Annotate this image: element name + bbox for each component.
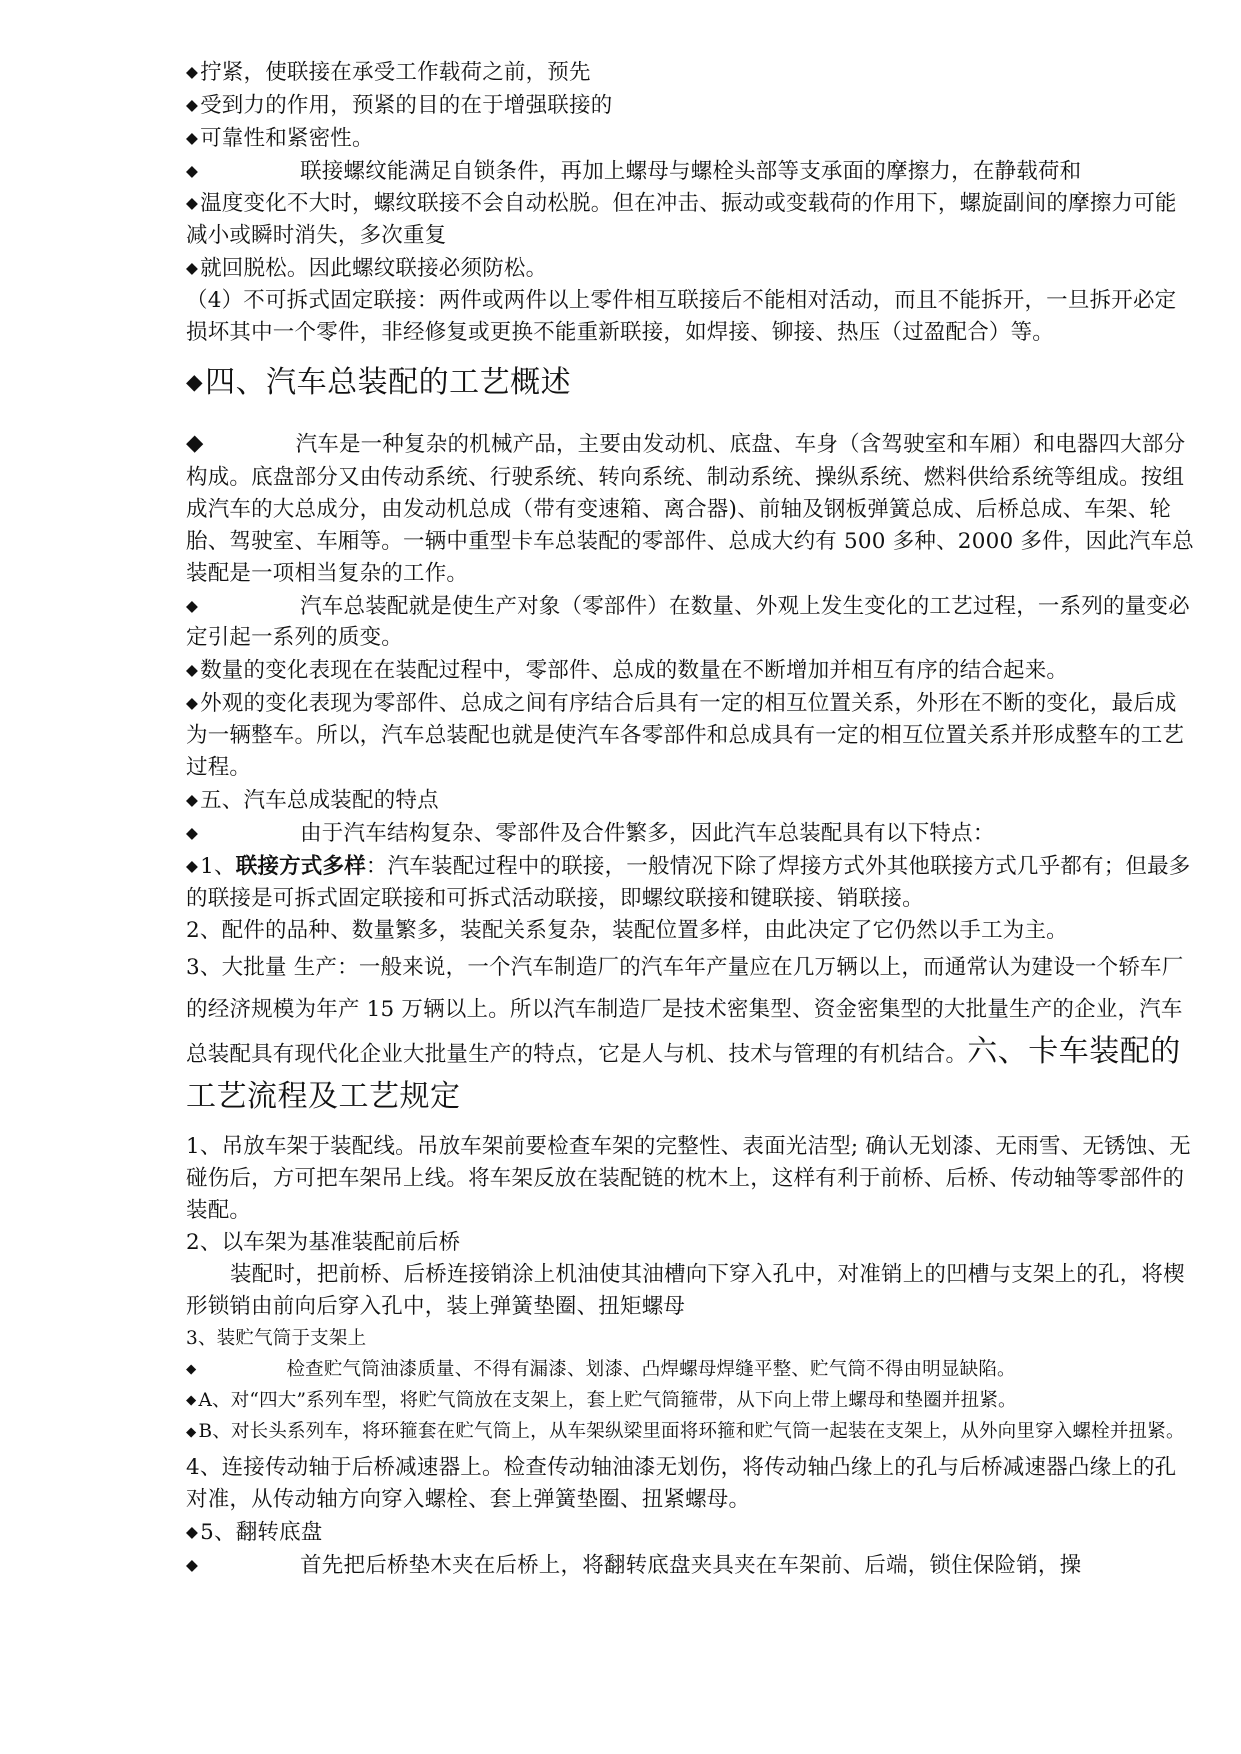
paragraph: 2、以车架为基准装配前后桥	[186, 1229, 461, 1255]
paragraph: ◆五、汽车总成装配的特点	[186, 784, 1197, 817]
paragraph: ◆ A、对“四大”系列车型，将贮气筒放在支架上，套上贮气筒箍带，从下向上带上螺母和垫圈并扭紧。	[186, 1385, 1197, 1416]
diamond-bullet-icon: ◆	[186, 596, 199, 615]
paragraph: ◆ 汽车总装配就是使生产对象（零部件）在数量、外观上发生变化的工艺过程，一系列的量变必定引起一系列的质变。	[186, 590, 1197, 655]
diamond-bullet-icon: ◆	[186, 1393, 197, 1409]
diamond-bullet-icon: ◆	[186, 694, 199, 713]
paragraph: ◆可靠性和紧密性。	[186, 122, 1197, 155]
paragraph: 1、吊放车架于装配线。吊放车架前要检查车架的完整性、表面光洁型; 确认无划漆、无雨雪、无锈蚀、无碰伤后，方可把车架吊上线。将车架反放在装配链的枕木上，这样有利于前桥、后桥、传动轴等零部件的装配。	[186, 1133, 1191, 1223]
paragraph: ◆ B、对长头系列车，将环箍套在贮气筒上，从车架纵梁里面将环箍和贮气筒一起装在支架上，从外向里穿入螺栓并扭紧。	[186, 1416, 1197, 1447]
paragraph: ◆ 首先把后桥垫木夹在后桥上，将翻转底盘夹具夹在车架前、后端，锁住保险销，操	[186, 1549, 1197, 1582]
diamond-bullet-icon: ◆	[186, 63, 199, 81]
diamond-bullet-icon: ◆	[186, 856, 199, 875]
diamond-bullet-icon: ◆	[186, 370, 204, 396]
paragraph: ◆ 由于汽车结构复杂、零部件及合件繁多，因此汽车总装配具有以下特点：	[186, 817, 1197, 850]
paragraph: ◆就回脱松。因此螺纹联接必须防松。	[186, 252, 1197, 285]
paragraph: ◆ 检查贮气筒油漆质量、不得有漏漆、划漆、凸焊螺母焊缝平整、贮气筒不得由明显缺陷。	[186, 1354, 1197, 1385]
paragraph: 装配时，把前桥、后桥连接销涂上机油使其油槽向下穿入孔中，对准销上的凹槽与支架上的孔，将楔形锁销由前向后穿入孔中，装上弹簧垫圈、扭矩螺母	[186, 1261, 1185, 1319]
diamond-bullet-icon: ◆	[186, 161, 199, 180]
paragraph: ◆外观的变化表现为零部件、总成之间有序结合后具有一定的相互位置关系，外形在不断的变化，最后成为一辆整车。所以，汽车总装配也就是使汽车各零部件和总成具有一定的相互位置关系并形成整车的工艺过程。	[186, 687, 1197, 784]
diamond-bullet-icon: ◆	[186, 823, 199, 842]
diamond-bullet-icon: ◆	[186, 128, 199, 147]
section-heading: 六、卡车装配的工艺流程及工艺规定	[186, 1033, 1181, 1114]
paragraph: ◆温度变化不大时，螺纹联接不会自动松脱。但在冲击、振动或变载荷的作用下，螺旋副间的摩擦力可能减小或瞬时消失，多次重复	[186, 187, 1197, 252]
diamond-bullet-icon: ◆	[186, 95, 199, 114]
diamond-bullet-icon: ◆	[186, 194, 199, 213]
paragraph: ◆1、联接方式多样：汽车装配过程中的联接，一般情况下除了焊接方式外其他联接方式几乎都有；但最多的联接是可拆式固定联接和可拆式活动联接，即螺纹联接和键联接、销联接。	[186, 850, 1197, 915]
paragraph: 3、装贮气筒于支架上	[186, 1327, 367, 1349]
section-heading: ◆四、汽车总装配的工艺概述	[186, 361, 1197, 405]
diamond-bullet-icon: ◆	[186, 1362, 197, 1378]
diamond-bullet-icon: ◆	[186, 791, 199, 810]
diamond-bullet-icon: ◆	[186, 661, 199, 680]
paragraph: ◆ 联接螺纹能满足自锁条件，再加上螺母与螺栓头部等支承面的摩擦力，在静载荷和	[186, 155, 1197, 188]
paragraph: ◆ 汽车是一种复杂的机械产品，主要由发动机、底盘、车身（含驾驶室和车厢）和电器四大部分构成。底盘部分又由传动系统、行驶系统、转向系统、制动系统、操纵系统、燃料供给系统等组成。按组成汽车的大总成分，由发动机总成（带有变速箱、离合器)、前轴及钢板弹簧总成、后桥总成、车架、轮胎、驾驶室、车厢等。一辆中重型卡车总装配的零部件、总成大约有 500 多种、2000 多件，因此汽车总装配是一项相当复杂的工作。	[186, 427, 1197, 589]
paragraph: （4）不可拆式固定联接：两件或两件以上零件相互联接后不能相对活动，而且不能拆开，一旦拆开必定损坏其中一个零件，非经修复或更换不能重新联接，如焊接、铆接、热压（过盈配合）等。	[186, 288, 1177, 346]
diamond-bullet-icon: ◆	[186, 1555, 199, 1574]
paragraph: 3、大批量 生产：一般来说，一个汽车制造厂的汽车年产量应在几万辆以上，而通常认为建设一个轿车厂的经济规模为年产 15 万辆以上。所以汽车制造厂是技术密集型、资金密集型的大批量生产的企业，汽车总装配具有现代化企业大批量生产的特点，它是人与机、技术与管理的有机结合。六、卡车装配的工艺流程及工艺规定	[186, 954, 1184, 1114]
bold-term: 联接方式多样	[235, 853, 366, 879]
paragraph: 4、连接传动轴于后桥减速器上。检查传动轴油漆无划伤，将传动轴凸缘上的孔与后桥减速器凸缘上的孔对准，从传动轴方向穿入螺栓、套上弹簧垫圈、扭紧螺母。	[186, 1454, 1177, 1512]
paragraph: 2、配件的品种、数量繁多，装配关系复杂，装配位置多样，由此决定了它仍然以手工为主。	[186, 917, 1068, 943]
diamond-bullet-icon: ◆	[186, 259, 199, 278]
paragraph: ◆5、翻转底盘	[186, 1516, 1197, 1549]
diamond-bullet-icon: ◆	[186, 1522, 199, 1541]
diamond-bullet-icon: ◆	[186, 430, 204, 457]
paragraph: ◆数量的变化表现在在装配过程中，零部件、总成的数量在不断增加并相互有序的结合起来。	[186, 654, 1197, 687]
paragraph: ◆拧紧，使联接在承受工作载荷之前，预先	[186, 56, 1197, 89]
paragraph: ◆受到力的作用，预紧的目的在于增强联接的	[186, 89, 1197, 122]
diamond-bullet-icon: ◆	[186, 1424, 197, 1440]
